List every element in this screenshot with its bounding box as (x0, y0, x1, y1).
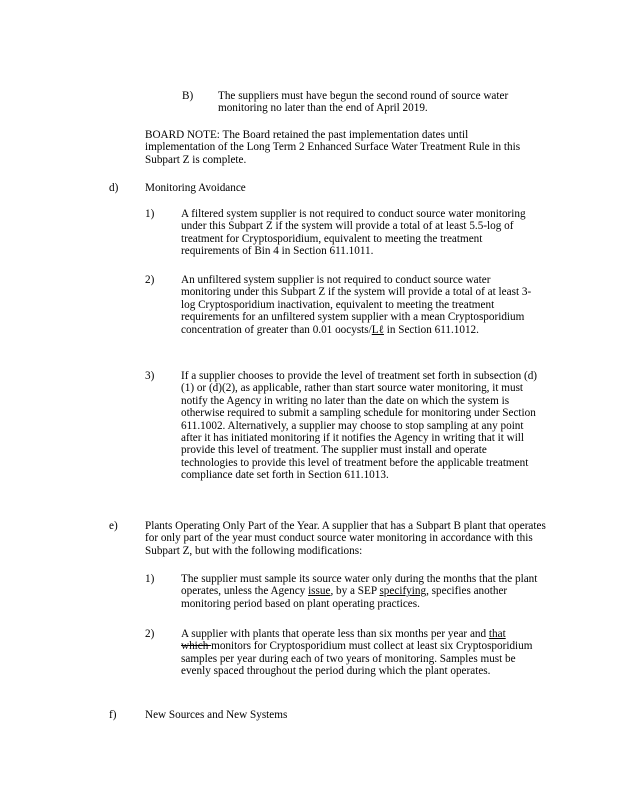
item-label-d3: 3) (145, 370, 155, 382)
section-heading-f: New Sources and New Systems (145, 709, 288, 721)
section-label-f: f) (109, 709, 117, 721)
item-label-d2: 2) (145, 274, 155, 286)
section-label-e: e) (109, 520, 118, 532)
item-text-b: The suppliers must have begun the second round of source water monitoring no later than the end of April 2019. (218, 90, 509, 115)
insertion-specifying: specifying (379, 585, 427, 598)
item-text-e1: The supplier must sample its source water only during the months that the plant operates, unless the Agency issue, by a SEP specifying, specifies another monitoring period based on plant operating practices. (181, 573, 538, 610)
item-text-e2: A supplier with plants that operate less than six months per year and that which monitors for Cryptosporidium must collect at least six Cryptosporidium samples per year during each of two years of monitoring. Samples must be evenly spaced throughout the period during which the plant operates. (181, 628, 533, 678)
item-label-e1: 1) (145, 573, 155, 585)
insertion-that: that (488, 628, 506, 640)
item-text-d3: If a supplier chooses to provide the level of treatment set forth in subsection (d)(1) or (d)(2), as applicable, rather than start source water monitoring, it must notify the Agency in writing no later than the date on which the system is otherwise required to submit a sampling schedule for monitoring under Section 611.1002. Alternatively, a supplier may choose to stop sampling at any point after it has initiated monitoring if it notifies the Agency in writing that it will provide this level of treatment. The supplier must install and operate technologies to provide this level of treatment before the applicable treatment compliance date set forth in Section 611.1013. (181, 370, 538, 482)
section-heading-d: Monitoring Avoidance (145, 182, 246, 194)
section-text-e: Plants Operating Only Part of the Year. A supplier that has a Subpart B plant that operates for only part of the year must conduct source water monitoring in accordance with this Subpart Z, but with the following modifications: (145, 520, 546, 557)
item-label-d1: 1) (145, 208, 155, 220)
item-label-e2: 2) (145, 628, 155, 640)
deletion-which: which (181, 640, 212, 653)
insertion-issue: issue (308, 585, 331, 598)
item-label-b: B) (182, 90, 194, 102)
section-label-d: d) (109, 182, 119, 194)
item-text-d1: A filtered system supplier is not required to conduct source water monitoring under this Subpart Z if the system will provide a total of at least 5.5-log of treatment for Cryptosporidium, equivalent to meeting the treatment requirements of Bin 4 in Section 611.1011. (181, 208, 526, 258)
board-note: BOARD NOTE: The Board retained the past implementation dates until implementation of the Long Term 2 Enhanced Surface Water Treatment Rule in this Subpart Z is complete. (145, 129, 521, 166)
item-text-d2: An unfiltered system supplier is not required to conduct source water monitoring under this Subpart Z if the system will provide a total of at least 3-log Cryptosporidium inactivation, equivalent to meeting the treatment requirements for an unfiltered system supplier with a mean Cryptosporidium concentration of greater than 0.01 oocysts/Lℓ in Section 611.1012. (181, 274, 532, 336)
insertion-l-symbol: Lℓ (371, 323, 384, 336)
